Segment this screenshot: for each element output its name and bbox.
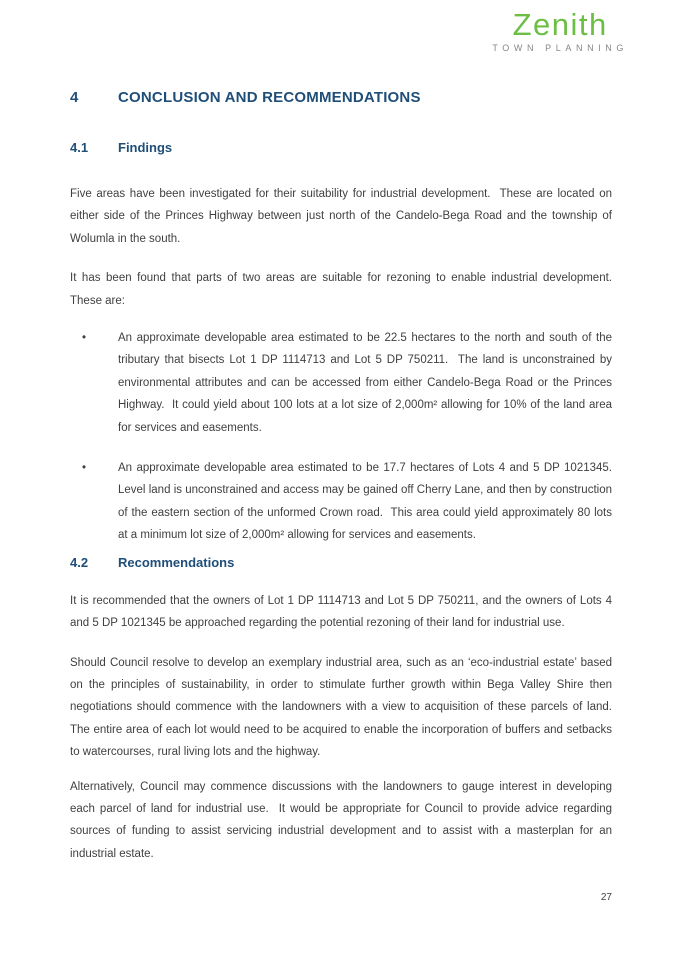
logo-brand-text: Zenith <box>512 7 608 42</box>
chapter-number: 4 <box>70 89 79 106</box>
page-content <box>70 0 619 865</box>
recommendations-paragraph-3: Alternatively, Council may commence discussions with the landowners to gauge interest in developing each parcel of land for industrial use. It would be appropriate for Council to provide advice regarding sources of funding to assist servicing industrial development and to assist with a masterplan for an industrial estate. <box>70 780 616 860</box>
findings-paragraph-2: It has been found that parts of two areas are suitable for rezoning to enable industrial development. These are: <box>70 272 619 307</box>
chapter-title: CONCLUSION AND RECOMMENDATIONS <box>118 89 421 106</box>
recommendations-paragraph-1: It is recommended that the owners of Lot 1 DP 1114713 and Lot 5 DP 750211, and the owners of Lots 4 and 5 DP 1021345 be approached regarding the potential rezoning of their land for industrial use. <box>70 594 616 630</box>
finding-bullet-2-text: An approximate developable area estimated to be 17.7 hectares of Lots 4 and 5 DP 1021345. Level land is unconstrained and access may be gained off Cherry Lane, and then by construction of the eastern section of the unformed Crown road. This area could yield approximately 80 lots at a minimum lot size of 2,000m² allowing for services and easements. <box>118 462 619 542</box>
page-number: 27 <box>600 892 612 903</box>
bullet-icon: • <box>82 332 87 345</box>
section-title: Findings <box>118 140 173 155</box>
section-heading-findings <box>70 139 612 156</box>
chapter-heading <box>70 88 612 108</box>
finding-bullet-2 <box>70 457 619 547</box>
section-number: 4.2 <box>70 554 89 570</box>
finding-bullet-1 <box>70 327 616 439</box>
recommendations-paragraph-2: Should Council resolve to develop an exemplary industrial area, such as an ‘eco-industrial estate’ based on the principles of sustainability, in order to stimulate further growth within Bega Valley Shire then negotiations should commence with the landowners with a view to acquisition of these parcels of land. The entire area of each lot would need to be acquired to enable the incorporation of buffers and setbacks to watercourses, rural living lots and the highway. <box>70 656 619 759</box>
section-heading-recommendations <box>70 554 612 571</box>
finding-bullet-1-text: An approximate developable area estimated to be 22.5 hectares to the north and south of the tributary that bisects Lot 1 DP 1114713 and Lot 5 DP 750211. The land is unconstrained by environmental attributes and can be accessed from either Candelo-Bega Road or the Princes Highway. It could yield about 100 lots at a lot size of 2,000m² allowing for 10% of the land area for services and easements. <box>118 332 616 434</box>
findings-paragraph-1: Five areas have been investigated for their suitability for industrial development. These are located on either side of the Princes Highway between just north of the Candelo-Bega Road and the township of Wolumla in the south. <box>70 188 616 245</box>
bullet-icon: • <box>82 462 87 475</box>
section-number: 4.1 <box>70 140 89 155</box>
logo-tagline-text: TOWN PLANNING <box>492 43 628 53</box>
section-title: Recommendations <box>118 554 235 570</box>
